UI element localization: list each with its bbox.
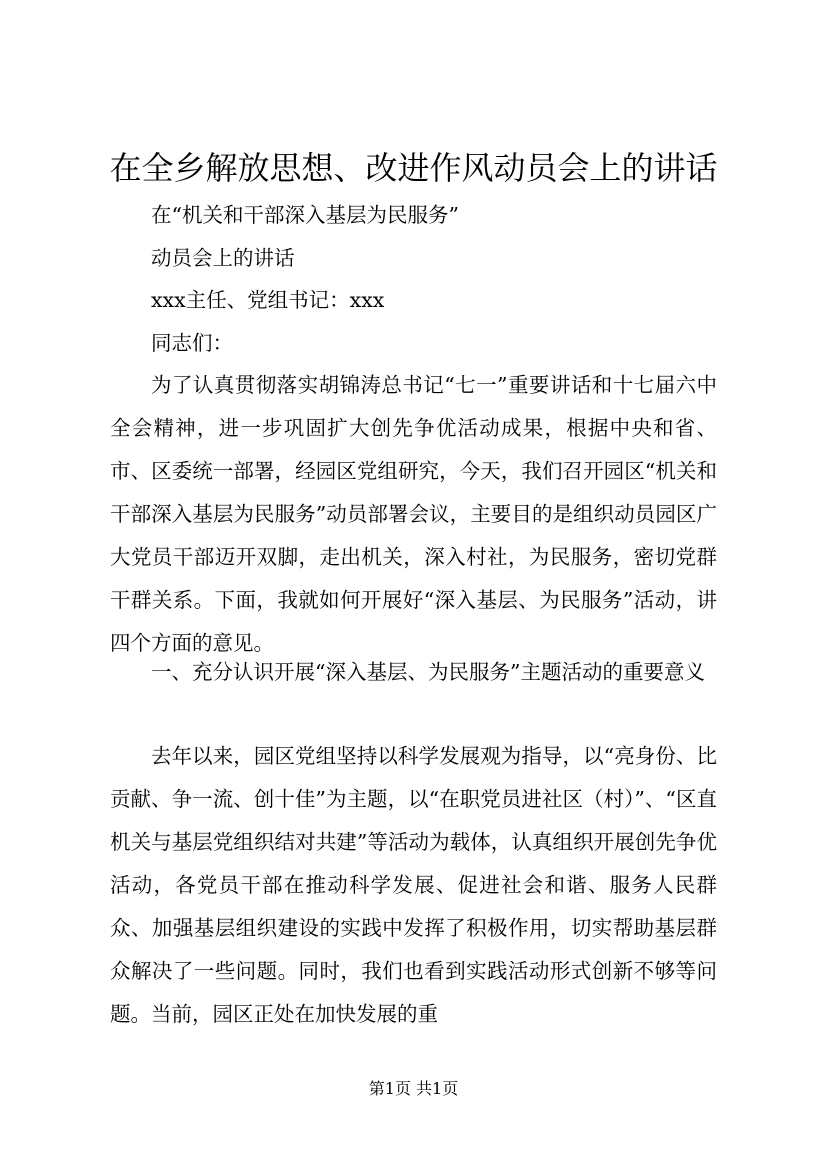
- subtitle-line-1: 在“机关和干部深入基层为民服务”: [151, 203, 459, 227]
- page-footer: 第1页 共1页: [368, 1079, 459, 1098]
- paragraph-2: 去年以来，园区党组坚持以科学发展观为指导，以“亮身份、比贡献、争一流、创十佳”为主题，以“在职党员进社区（村）”、“区直机关与基层党组织结对共建”等活动为载体，认真组织开展创先争优活动，各党员干部在推动科学发展、促进社会和谐、服务人民群众、加强基层组织建设的实践中发挥了积极作用，切实帮助基层群众解决了一些问题。同时，我们也看到实践活动形式创新不够等问题。当前，园区正处在加快发展的重: [110, 744, 717, 1026]
- subtitle-line-2: 动员会上的讲话: [151, 246, 295, 270]
- document-title: 在全乡解放思想、改进作风动员会上的讲话: [109, 149, 718, 187]
- section-heading-1: 一、充分认识开展“深入基层、为民服务”主题活动的重要意义: [151, 660, 705, 684]
- speaker-line: xxx主任、党组书记：xxx: [151, 288, 385, 312]
- salutation: 同志们：: [151, 331, 233, 355]
- paragraph-1: 为了认真贯彻落实胡锦涛总书记“七一”重要讲话和十七届六中全会精神，进一步巩固扩大创先争优活动成果，根据中央和省、市、区委统一部署，经园区党组研究，今天，我们召开园区“机关和干部深入基层为民服务”动员部署会议，主要目的是组织动员园区广大党员干部迈开双脚，走出机关，深入村社，为民服务，密切党群干群关系。下面，我就如何开展好“深入基层、为民服务”活动，讲四个方面的意见。: [110, 373, 717, 655]
